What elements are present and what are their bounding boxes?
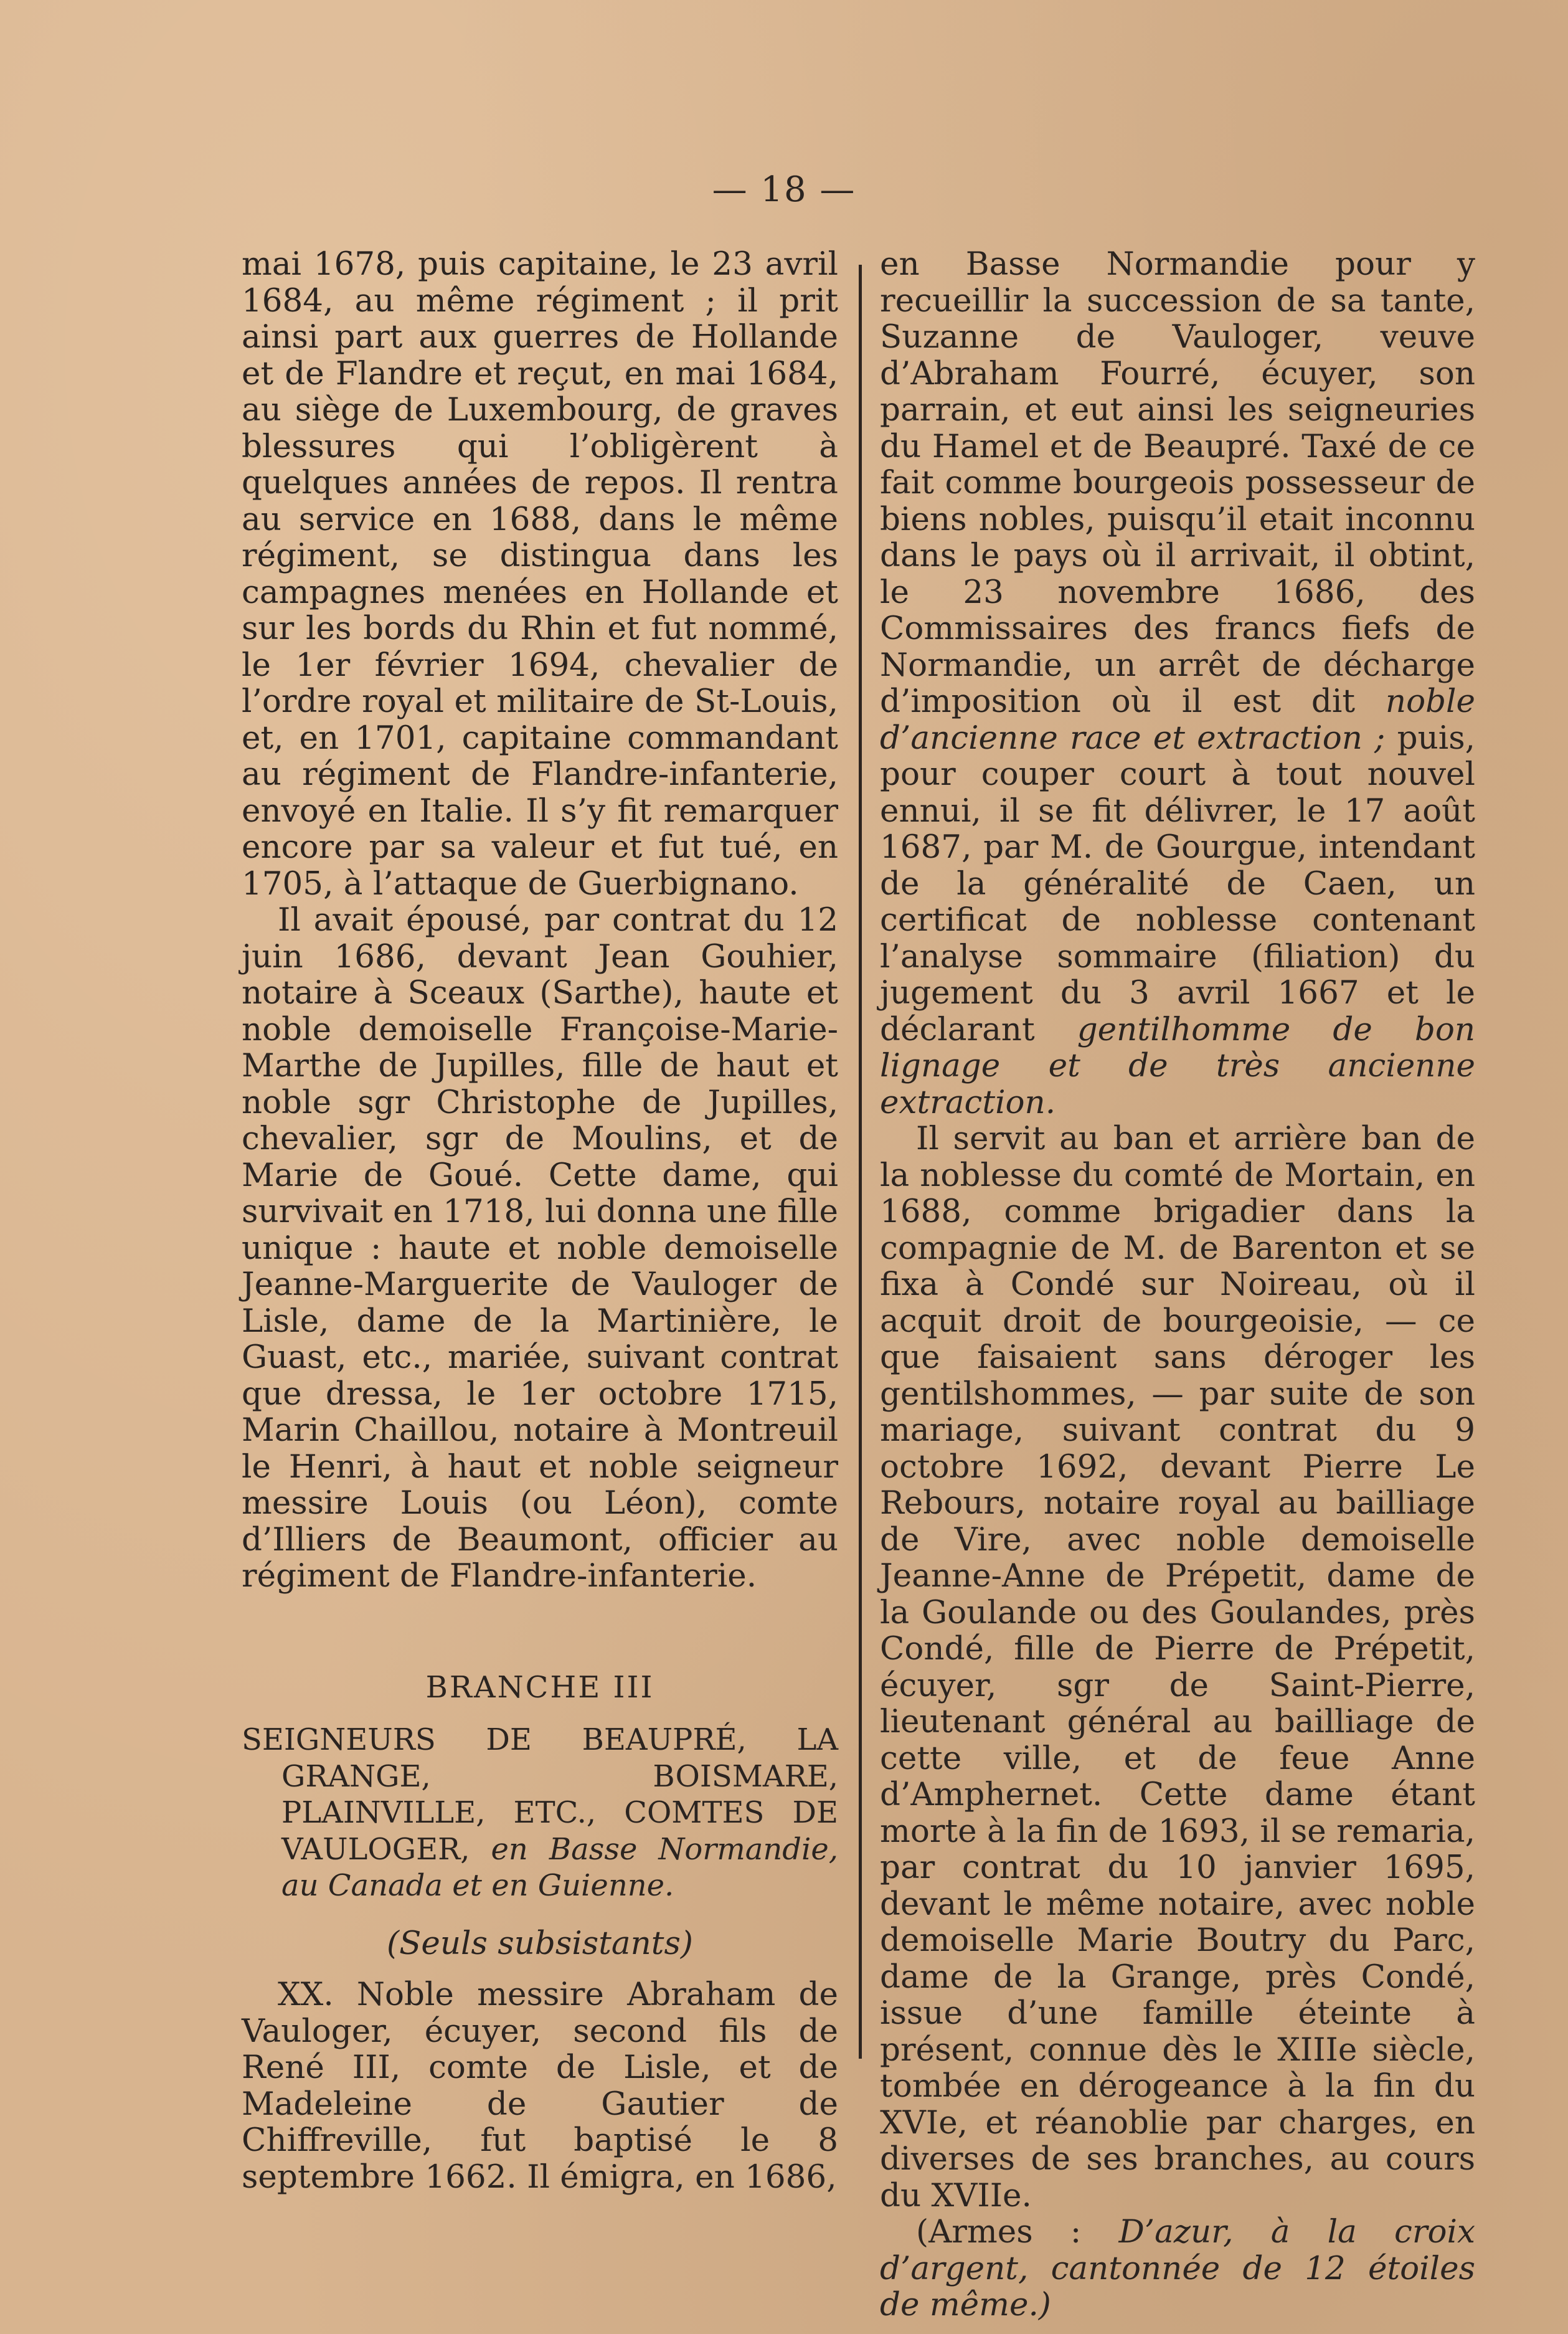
survivors-note: (Seuls subsistants) (387, 1924, 693, 1962)
branch-heading: BRANCHE III (425, 1669, 654, 1705)
arms-italic: D’azur, à la croix d’argent, cantonnée de 12 étoiles de même.) (880, 2213, 1476, 2323)
left-paragraph-1: mai 1678, puis capitaine, le 23 avril 1684, au même régiment ; il prit ainsi part aux guerres de Hollande et de Flandre et reçut, en mai 1684, au siège de Luxembourg, de graves blessures qui l’obligèrent à quelques années de repos. Il rentra au service en 1688, dans le même régiment, se distingua dans les campagnes menées en Hollande et sur les bords du Rhin et fut nommé, le 1er février 1694, chevalier de l’ordre royal et militaire de St-Louis, et, en 1701, capitaine commandant au régiment de Flandre-infanterie, envoyé en Italie. Il s’y fit remarquer encore par sa valeur et fut tué, en 1705, à l’attaque de Guerbignano. (242, 245, 838, 903)
branch-subtitle-plain: SEIGNEURS DE BEAUPRÉ, LA GRANGE, BOISMARE, PLAINVILLE, ETC., COMTES DE VAULOGER, (242, 1722, 838, 1867)
right-paragraph-1-part-a: en Basse Normandie pour y recueillir la succession de sa tante, Suzanne de Vauloger, veuve d’Abraham Fourré, écuyer, son parrain, et eut ainsi les seigneuries du Hamel et de Beaupré. Taxé de ce fait comme bourgeois possesseur de biens nobles, puisqu’il etait inconnu dans le pays où il arrivait, il obtint, le 23 novembre 1686, des Commissaires des francs fiefs de Normandie, un arrêt de décharge d’imposition où il est dit (880, 245, 1475, 720)
right-column (880, 246, 1475, 2323)
right-paragraph-1-italic-2: gentilhomme de bon lignage et de très ancienne extraction. (880, 1010, 1475, 1121)
left-paragraph-3: XX. Noble messire Abraham de Vauloger, écuyer, second fils de René III, comte de Lisle, et de Madeleine de Gautier de Chiffreville, fut baptisé le 8 septembre 1662. Il émigra, en 1686, (242, 1976, 838, 2196)
right-paragraph-2: Il servit au ban et arrière ban de la noblesse du comté de Mortain, en 1688, comme brigadier dans la compagnie de M. de Barenton et se fixa à Condé sur Noireau, où il acquit droit de bourgeoisie, — ce que faisaient sans déroger les gentilshommes, — par suite de son mariage, suivant contrat du 9 octobre 1692, devant Pierre Le Rebours, notaire royal au bailliage de Vire, avec noble demoiselle Jeanne-Anne de Prépetit, dame de la Goulande ou des Goulandes, près Condé, fille de Pierre de Prépetit, écuyer, sgr de Saint-Pierre, lieutenant général au bailliage de cette ville, et de feue Anne d’Amphernet. Cette dame étant morte à la fin de 1693, il se remaria, par contrat du 10 janvier 1695, devant le même notaire, avec noble demoiselle Marie Boutry du Parc, dame de la Grange, près Condé, issue d’une famille éteinte à présent, connue dès le XIIIe siècle, tombée en dérogeance à la fin du XVIe, et réanoblie par charges, en diverses de ses branches, au cours du XVIIe. (880, 1120, 1475, 2214)
arms-description (880, 2214, 1475, 2323)
page-number: — 18 — (712, 169, 856, 210)
right-paragraph-1 (880, 246, 1475, 1121)
arms-prefix: (Armes : (916, 2213, 1082, 2251)
right-paragraph-1-italic-1: noble d’ancienne race et extraction ; (880, 683, 1475, 757)
left-paragraph-2: Il avait épousé, par contrat du 12 juin 1686, devant Jean Gouhier, notaire à Sceaux (Sarthe), haute et noble demoiselle Françoise-Marie-Marthe de Jupilles, fille de haut et noble sgr Christophe de Jupilles, chevalier, sgr de Moulins, et de Marie de Goué. Cette dame, qui survivait en 1718, lui donna une fille unique : haute et noble demoiselle Jeanne-Marguerite de Vauloger de Lisle, dame de la Martinière, le Guast, etc., mariée, suivant contrat que dressa, le 1er octobre 1715, Marin Chaillou, notaire à Montreuil le Henri, à haut et noble seigneur messire Louis (ou Léon), comte d’Illiers de Beaumont, officier au régiment de Flandre-infanterie. (242, 901, 838, 1595)
column-divider (859, 265, 862, 2059)
left-column (242, 246, 838, 2195)
branch-subtitle (242, 1722, 838, 1904)
right-paragraph-1-part-b: puis, pour couper court à tout nouvel ennui, il se fit délivrer, le 17 août 1687, par M. de Gourgue, intendant de la généralité de Caen, un certificat de noblesse contenant l’analyse sommaire (filiation) du jugement du 3 avril 1667 et le déclarant (880, 719, 1476, 1048)
branch-subtitle-italic: en Basse Normandie, au Canada et en Guienne. (281, 1831, 838, 1903)
